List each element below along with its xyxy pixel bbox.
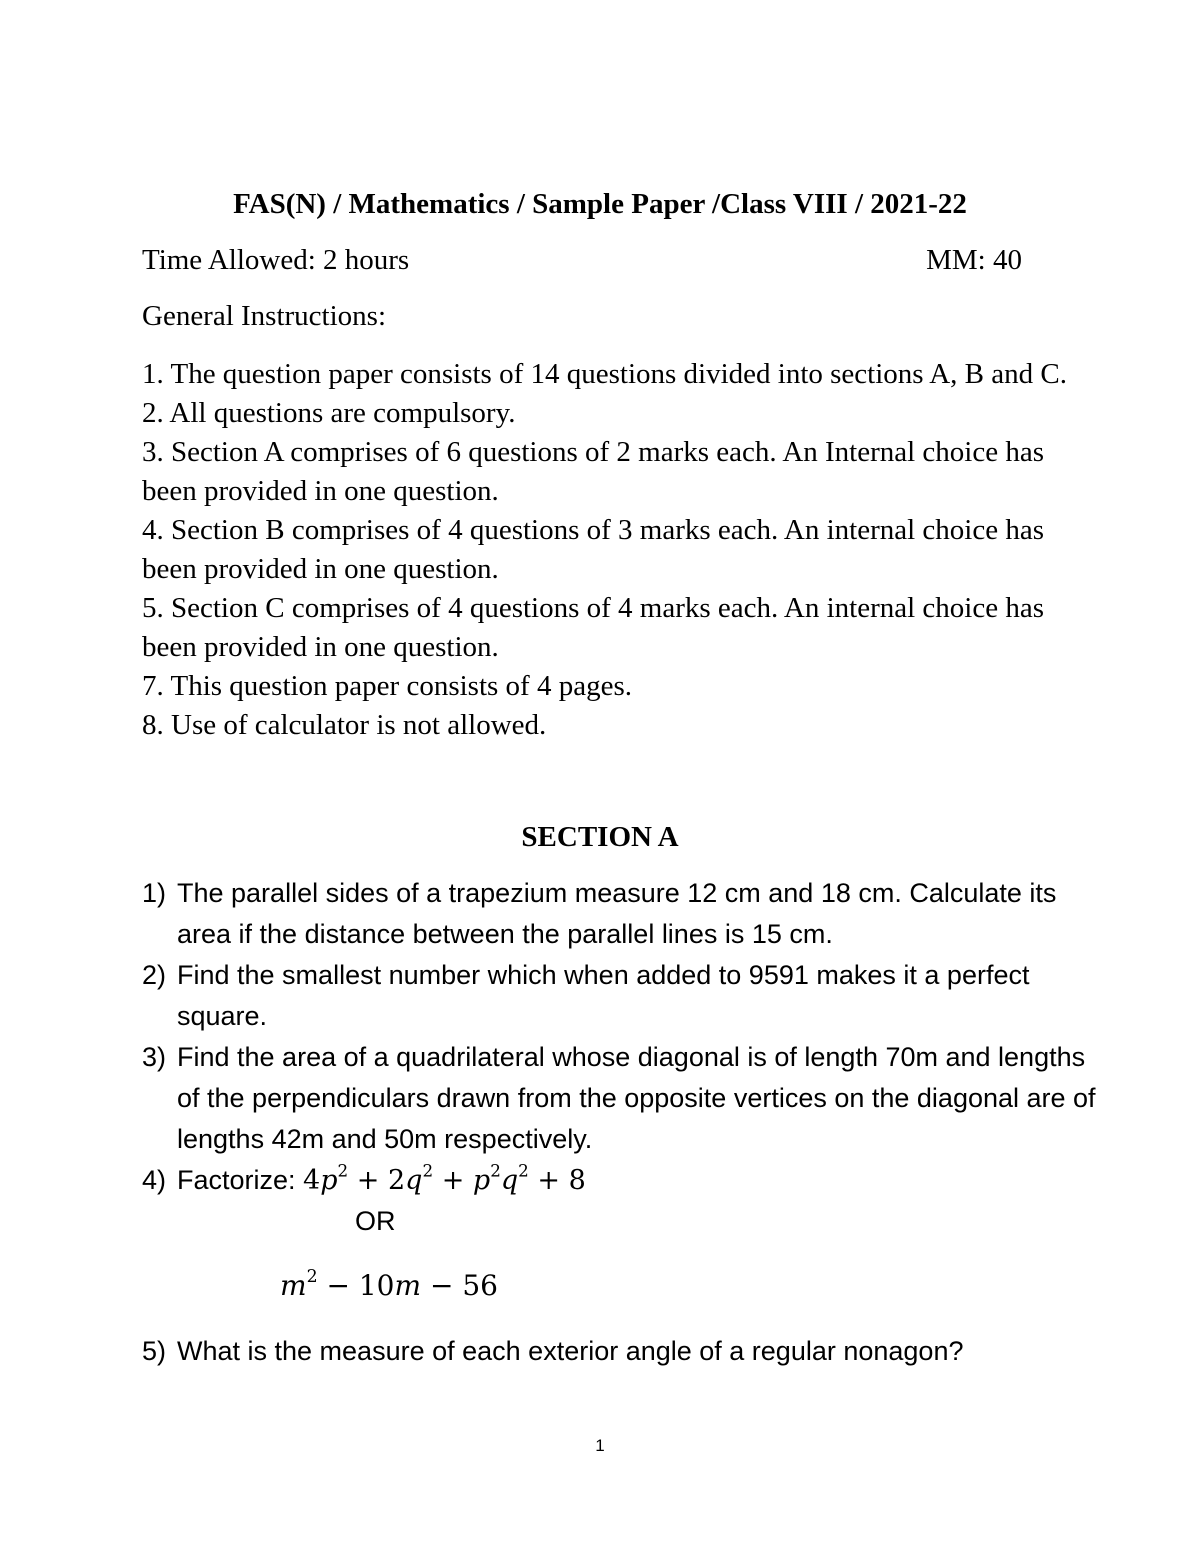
paper-title: FAS(N) / Mathematics / Sample Paper /Class VIII / 2021-22 [233, 188, 967, 220]
question-text: Find the smallest number which when added to 9591 makes it a perfect square. [177, 960, 1030, 1031]
instruction-item: 3. Section A comprises of 6 questions of 2 marks each. An Internal choice has been provided in one question. [142, 436, 1045, 507]
time-allowed: Time Allowed: 2 hours [142, 244, 410, 276]
section-a-heading: SECTION A [521, 821, 679, 853]
factorize-label: Factorize: [177, 1165, 304, 1195]
expression-1: $4p^2 + 2q^2 + p^2q^2 + 8$ [303, 1160, 586, 1196]
question-1 [142, 873, 1102, 955]
max-marks: MM: 40 [926, 244, 1022, 276]
page-number: 1 [595, 1436, 605, 1455]
question-text [177, 1160, 1102, 1201]
expression-2: $m^2 - 10m - 56$ [280, 1266, 498, 1302]
question-number: 3) [142, 1042, 167, 1072]
question-3 [142, 1037, 1102, 1160]
question-text: Find the area of a quadrilateral whose diagonal is of length 70m and lengths of the perpendiculars drawn from the opposite vertices on the diagonal are of lengths 42m and 50m respectively. [177, 1042, 1096, 1154]
instruction-item: 8. Use of calculator is not allowed. [142, 709, 547, 741]
instructions-list [142, 355, 1072, 745]
question-2 [142, 955, 1102, 1037]
question-number: 5) [142, 1336, 167, 1366]
question-4 [142, 1160, 1102, 1201]
question-text: What is the measure of each exterior angle of a regular nonagon? [177, 1336, 964, 1366]
question-5 [142, 1331, 1102, 1372]
instructions-heading: General Instructions: [142, 300, 387, 332]
section-a-questions [142, 873, 1102, 1372]
question-number: 1) [142, 878, 167, 908]
or-separator: OR [355, 1206, 396, 1236]
instruction-item: 2. All questions are compulsory. [142, 397, 516, 429]
instruction-item: 5. Section C comprises of 4 questions of 4 marks each. An internal choice has been provided in one question. [142, 592, 1045, 663]
question-number: 4) [142, 1165, 167, 1195]
instruction-item: 4. Section B comprises of 4 questions of 3 marks each. An internal choice has been provided in one question. [142, 514, 1045, 585]
instruction-item: 7. This question paper consists of 4 pages. [142, 670, 632, 702]
time-marks-row [142, 244, 1022, 277]
question-text: The parallel sides of a trapezium measure 12 cm and 18 cm. Calculate its area if the distance between the parallel lines is 15 cm. [177, 878, 1057, 949]
instruction-item: 1. The question paper consists of 14 questions divided into sections A, B and C. [142, 358, 1067, 390]
question-number: 2) [142, 960, 167, 990]
